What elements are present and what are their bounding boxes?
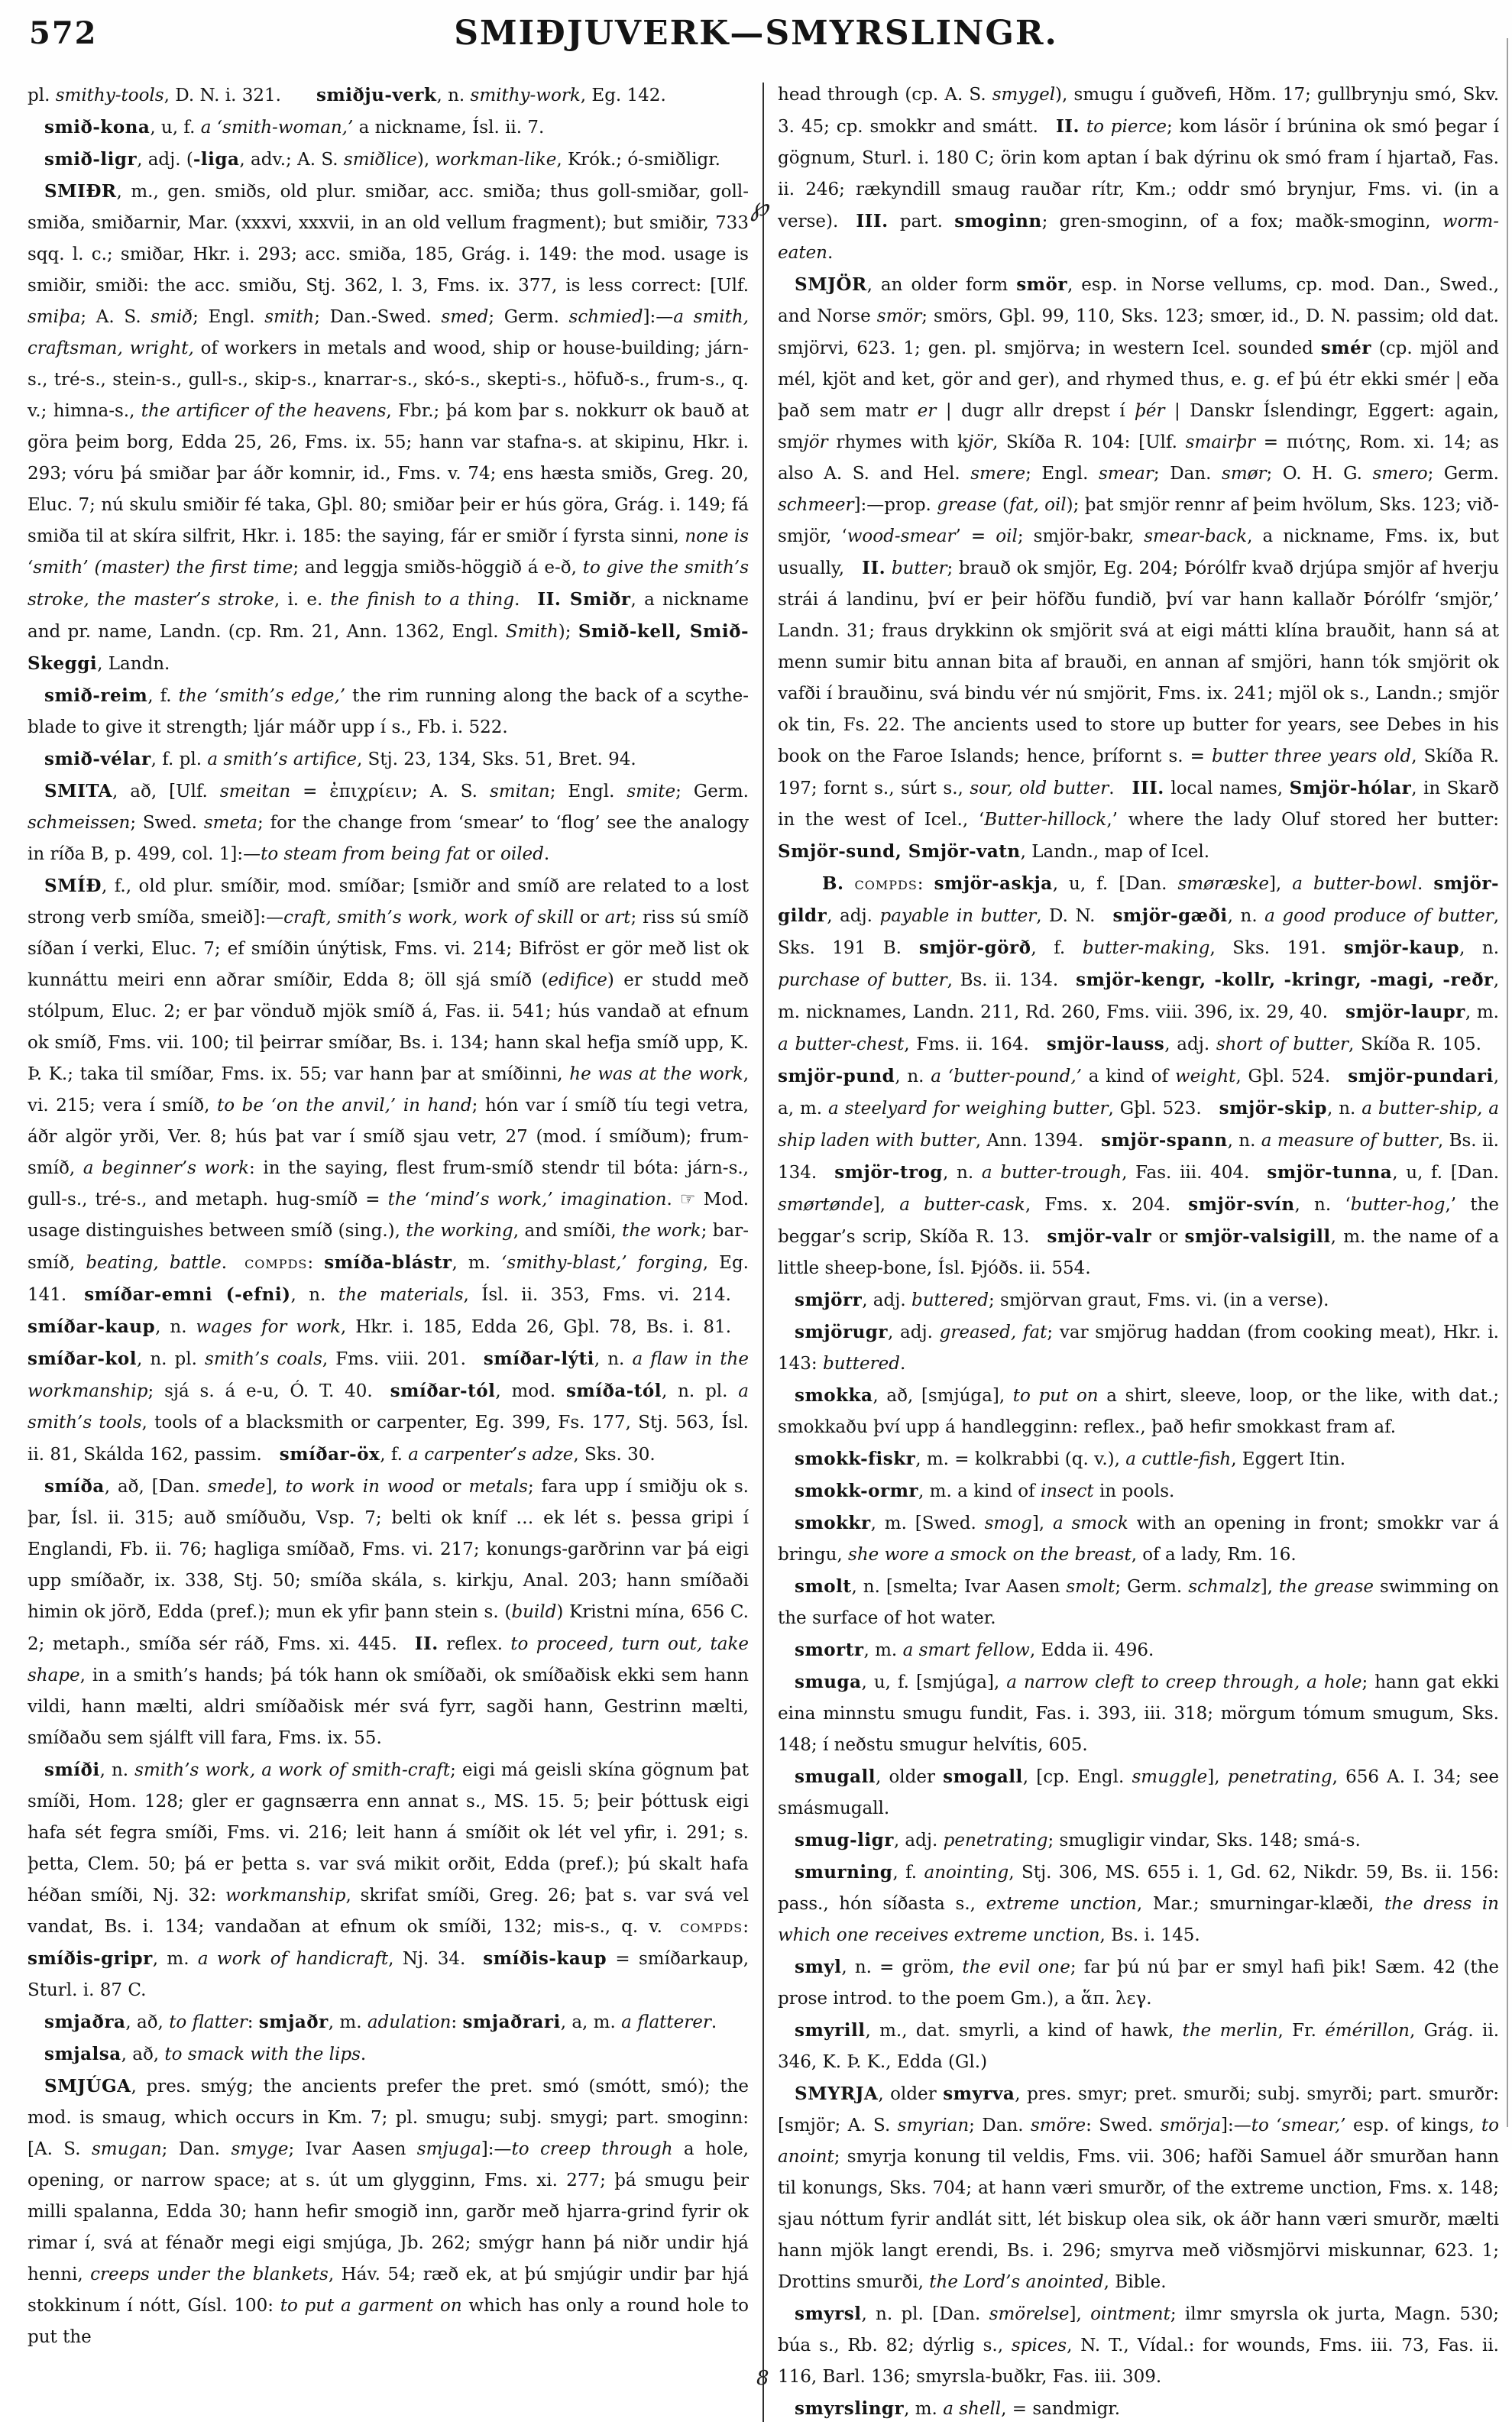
ink-mark-bottom: 8: [756, 2367, 769, 2390]
entry-paragraph: smið-reim, f. the ‘smith’s edge,’ the rim running along the back of a scythe-blade to give it strength; ljár máðr upp í s., Fb. i. 522.: [28, 685, 750, 737]
left-column: [28, 79, 749, 2353]
entry-paragraph: SMITA, að, [Ulf. smeitan = ἐπιχρίειν; A. S. smitan; Engl. smite; Germ. schmeissen; Swed. smeta; for the change from ‘smear’ to ‘flog’ see the analogy in ríða B, p. 499, col. 1]:—to steam from being fat or oiled.: [28, 781, 749, 864]
entry-paragraph: smokk-fiskr, m. = kolkrabbi (q. v.), a cuttle-fish, Eggert Itin.: [795, 1449, 1346, 1469]
column-divider-rule: [762, 83, 764, 2422]
entry-paragraph: smokka, að, [smjúga], to put on a shirt, sleeve, loop, or the like, with dat.; smokkaðu því upp á handlegginn: reflex., það hefir smokkast fram af.: [778, 1385, 1499, 1437]
text-columns: [0, 79, 1512, 2425]
entry-paragraph: smjaðra, að, to flatter: smjaðr, m. adulation: smjaðrari, a, m. a flatterer.: [44, 2012, 717, 2032]
ink-mark-top: ℘: [750, 192, 769, 222]
page-number: 572: [29, 15, 98, 51]
entry-paragraph: smjörugr, adj. greased, fat; var smjörug haddan (from cooking meat), Hkr. i. 143: buttered.: [778, 1322, 1499, 1374]
entry-paragraph: SMJÚGA, pres. smýg; the ancients prefer the pret. smó (smótt, smó); the mod. is smaug, which occurs in Km. 7; pl. smugu; subj. smygi; part. smoginn: [A. S. smugan; Dan. smyge; Ivar Aasen smjuga]:—to creep through a hole, opening, or narrow space; at s. út um glygginn, Fms. xi. 277; þá smugu þeir milli spalanna, Edda 30; hann hefir smogið inn, garðr með hjarra-grind fyrir ok rimar í, svá at fénaðr megi eigi smjúga, Jb. 262; smýgr hann þá niðr undir hjá henni, creeps under the blankets, Háv. 54; ræð ek, at þú smjúgir undir þar hjá stokkinum í nótt, Gísl. 100: to put a garment on which has only a round hole to put the: [28, 2076, 750, 2347]
entry-paragraph: smjalsa, að, to smack with the lips.: [44, 2044, 367, 2064]
right-column: [778, 79, 1499, 2425]
entry-paragraph: smolt, n. [smelta; Ivar Aasen smolt; Germ. schmalz], the grease swimming on the surface of hot water.: [778, 1576, 1499, 1628]
entry-paragraph: smug-ligr, adj. penetrating; smugligir vindar, Sks. 148; smá-s.: [795, 1830, 1361, 1850]
entry-paragraph: SMJÖR, an older form smör, esp. in Norse vellums, cp. mod. Dan., Swed., and Norse smör; smörs, Gþl. 99, 110, Sks. 123; smœr, id., D. N. passim; old dat. smjörvi, 623. 1; gen. pl. smjörva; in western Icel. sounded smér (cp. mjöl and mél, kjöt and ket, gör and ger), and rhymed thus, e. g. ef þú étr ekki smér | eða það sem matr er | dugr allr drepst í þér | Danskr Íslendingr, Eggert: again, smjör rhymes with kjör, Skíða R. 104: [Ulf. smairþr = πιότης, Rom. xi. 14; as also A. S. and Hel. smere; Engl. smear; Dan. smør; O. H. G. smero; Germ. schmeer]:—prop. grease (fat, oil); þat smjör rennr af þeim hvölum, Sks. 123; við-smjör, ‘wood-smear’ = oil; smjör-bakr, smear-back, a nickname, Fms. ix, but usually, II. butter; brauð ok smjör, Eg. 204; Þórólfr kvað drjúpa smjör af hverju strái á landinu, því er þeir höfðu fundið, því var hann kallaðr Þórólfr ‘smjör,’ Landn. 31; fraus drykkinn ok smjörit svá at eigi mátti klína brauðit, hann sá at menn sumir bitu annan bita af brauði, en annan af smjöri, hann tók smjörit ok vafði í brauðinu, svá bindu vér nú smjörit, Fms. ix. 241; mjöl ok s., Landn.; smjör ok tin, Fs. 22. The ancients used to store up butter for years, see Debes in his book on the Faroe Islands; hence, þrífornt s. = butter three years old, Skíða R. 197; fornt s., súrt s., sour, old butter. III. local names, Smjör-hólar, in Skarð in the west of Icel., ‘Butter-hillock,’ where the lady Oluf stored her butter: Smjör-sund, Smjör-vatn, Landn., map of Icel.: [778, 274, 1500, 862]
entry-paragraph: smokkr, m. [Swed. smog], a smock with an opening in front; smokkr var á bringu, she wore a smock on the breast, of a lady, Rm. 16.: [778, 1513, 1499, 1565]
entry-paragraph: smið-vélar, f. pl. a smith’s artifice, Stj. 23, 134, Sks. 51, Bret. 94.: [44, 749, 636, 769]
entry-paragraph: smyrsl, n. pl. [Dan. smörelse], ointment; ilmr smyrsla ok jurta, Magn. 530; búa s., Rb. 82; dýrlig s., spices, N. T., Vídal.: for wounds, Fms. iii. 73, Fas. ii. 116, Barl. 136; smyrsla-buðkr, Fas. iii. 309.: [778, 2304, 1499, 2387]
entry-paragraph: smyl, n. = gröm, the evil one; far þú nú þar er smyl hafi þik! Sæm. 42 (the prose introd. to the poem Gm.), a ἅπ. λεγ.: [778, 1957, 1499, 2009]
entry-paragraph: smíði, n. smith’s work, a work of smith-craft; eigi má geisli skína gögnum þat smíði, Hom. 128; gler er gagnsærra enn annat s., MS. 15. 5; þeir þóttusk eigi hafa sét fegra smíði, Fms. vi. 216; leit hann á smíðit ok lét vel yfir, i. 291; s. þetta, Clem. 50; þá er þetta s. var svá mikit orðit, Edda (pref.); þú skalt hafa héðan smíði, Nj. 32: workmanship, skrifat smíði, Greg. 26; þat s. var svá vel vandat, Bs. i. 134; vandaðan at efnum ok smíði, 132; mis-s., q. v. compds: smíðis-gripr, m. a work of handicraft, Nj. 34. smíðis-kaup = smíðarkaup, Sturl. i. 87 C.: [28, 1760, 750, 2000]
entry-paragraph: head through (cp. A. S. smygel), smugu í guðvefi, Hðm. 17; gullbrynju smó, Skv. 3. 45; cp. smokkr and smátt. II. to pierce; kom lásör í brúnina ok smó þegar í gögnum, Sturl. i. 180 C; örin kom aptan í bak dýrinu ok smó fram í hjartað, Fas. ii. 246; rækyndill smaug rauðar rítr, Km.; oddr smó brynjur, Fms. vi. (in a verse). III. part. smoginn; gren-smoginn, of a fox; maðk-smoginn, worm-eaten.: [778, 85, 1500, 263]
entry-paragraph: smið-kona, u, f. a ‘smith-woman,’ a nickname, Ísl. ii. 7.: [44, 117, 545, 138]
column-gutter: [749, 79, 778, 2425]
entry-paragraph: pl. smithy-tools, D. N. i. 321. smiðju-verk, n. smithy-work, Eg. 142.: [28, 85, 666, 105]
entry-paragraph: SMIÐR, m., gen. smiðs, old plur. smiðar, acc. smiða; thus goll-smiðar, goll-smiða, smiðarnir, Mar. (xxxvi, xxxvii, in an old vellum fragment); but smiðir, 733 sqq. l. c.; smiðar, Hkr. i. 293; acc. smiða, 185, Grág. i. 149: the mod. usage is smiðir, smiði: the acc. smiðu, Stj. 362, l. 3, Fms. ix. 377, is less correct: [Ulf. smiþa; A. S. smið; Engl. smith; Dan.-Swed. smed; Germ. schmied]:—a smith, craftsman, wright, of workers in metals and wood, ship or house-building; járn-s., tré-s., stein-s., gull-s., skip-s., knarrar-s., skó-s., skepti-s., höfuð-s., frum-s., q. v.; himna-s., the artificer of the heavens, Fbr.; þá kom þar s. nokkurr ok bauð at göra þeim borg, Edda 25, 26, Fms. ix. 55; hann var stafna-s. at skipinu, Hkr. i. 293; vóru þá smiðar þar áðr komnir, id., Fms. v. 74; ens hæsta smiðs, Greg. 20, Eluc. 7; nú skulu smiðir fé taka, Gþl. 80; smiðar þeir er hús göra, Grág. i. 149; fá smiða til at skíra silfrit, Hkr. i. 185: the saying, fár er smiðr í fyrsta sinni, none is ‘smith’ (master) the first time; and leggja smiðs-höggið á e-ð, to give the smith’s stroke, the master’s stroke, i. e. the finish to a thing. II. Smiðr, a nickname and pr. name, Landn. (cp. Rm. 21, Ann. 1362, Engl. Smith); Smið-kell, Smið-Skeggi, Landn.: [28, 181, 749, 674]
entry-paragraph: B. compds: smjör-askja, u, f. [Dan. smøræske], a butter-bowl. smjör-gildr, adj. payable in butter, D. N. smjör-gæði, n. a good produce of butter, Sks. 191 B. smjör-görð, f. butter-making, Sks. 191. smjör-kaup, n. purchase of butter, Bs. ii. 134. smjör-kengr, -kollr, -kringr, -magi, -reðr, m. nicknames, Landn. 211, Rd. 260, Fms. viii. 396, ix. 29, 40. smjör-laupr, m. a butter-chest, Fms. ii. 164. smjör-lauss, adj. short of butter, Skíða R. 105. smjör-pund, n. a ‘butter-pound,’ a kind of weight, Gþl. 524. smjör-pundari, a, m. a steelyard for weighing butter, Gþl. 523. smjör-skip, n. a butter-ship, a ship laden with butter, Ann. 1394. smjör-spann, n. a measure of butter, Bs. ii. 134. smjör-trog, n. a butter-trough, Fas. iii. 404. smjör-tunna, u, f. [Dan. smørtønde], a butter-cask, Fms. x. 204. smjör-svín, n. ‘butter-hog,’ the beggar’s scrip, Skíða R. 13. smjör-valr or smjör-valsigill, m. the name of a little sheep-bone, Ísl. Þjóðs. ii. 554.: [778, 873, 1500, 1278]
entry-paragraph: SMYRJA, older smyrva, pres. smyr; pret. smurði; subj. smyrði; part. smurðr: [smjör; A. S. smyrian; Dan. smöre: Swed. smörja]:—to ‘smear,’ esp. of kings, to anoint; smyrja konung til veldis, Fms. vii. 306; hafði Samuel áðr smurðan hann til konungs, Sks. 704; at hann væri smurðr, of the extreme unction, Fms. x. 148; sjau nóttum fyrir andlát sitt, lét biskup olea sik, ok áðr hann væri smurðr, mælti hann mjök langt erendi, Bs. i. 296; smyrva með viðsmjörvi miskunnar, 623. 1; Drottins smurði, the Lord’s anointed, Bible.: [778, 2083, 1500, 2292]
page-header: [0, 0, 1512, 79]
entry-paragraph: SMÍÐ, f., old plur. smíðir, mod. smíðar; [smiðr and smíð are related to a lost strong verb smíða, smeið]:—craft, smith’s work, work of skill or art; riss sú smíð síðan í verki, Eluc. 7; ef smíðin únýtisk, Fms. vi. 214; Bifröst er gör með list ok kunnáttu meiri enn aðrar smíðir, Edda 8; öll sjá smíð (edifice) er studd með stólpum, Eluc. 2; er þar vönduð mjök smíð á, Fas. ii. 541; hús vandað at efnum ok smíð, Fms. vii. 100; til þeirrar smíðar, Bs. i. 134; hann skal hefja smíð upp, K. Þ. K.; taka til smíðar, Fms. ix. 55; var hann þar at smíðinni, he was at the work, vi. 215; vera í smíð, to be ‘on the anvil,’ in hand; hón var í smíð tíu tegi vetra, áðr algör yrði, Ver. 8; hús þat var í smíð sjau vetr, 27 (mod. í smíðum); frum-smíð, a beginner’s work: in the saying, flest frum-smíð stendr til bóta: járn-s., gull-s., tré-s., and metaph. hug-smíð = the ‘mind’s work,’ imagination. ☞ Mod. usage distinguishes between smíð (sing.), the working, and smíði, the work; bar-smíð, beating, battle. compds: smíða-blástr, m. ‘smithy-blast,’ forging, Eg. 141. smíðar-emni (-efni), n. the materials, Ísl. ii. 353, Fms. vi. 214. smíðar-kaup, n. wages for work, Hkr. i. 185, Edda 26, Gþl. 78, Bs. i. 81. smíðar-kol, n. pl. smith’s coals, Fms. viii. 201. smíðar-lýti, n. a flaw in the workmanship; sjá s. á e-u, Ó. T. 40. smíðar-tól, mod. smíða-tól, n. pl. a smith’s tools, tools of a blacksmith or carpenter, Eg. 399, Fs. 177, Stj. 563, Ísl. ii. 81, Skálda 162, passim. smíðar-öx, f. a carpenter’s adze, Sks. 30.: [28, 876, 750, 1465]
entry-paragraph: smíða, að, [Dan. smede], to work in wood or metals; fara upp í smiðju ok s. þar, Ísl. ii. 315; auð smíðuðu, Vsp. 7; belti ok kníf … ek lét s. þessa gripi í Englandi, Fb. ii. 76; hagliga smíðað, Fms. vi. 217; konungs-garðrinn var þá eigi upp smíðaðr, ix. 338, Stj. 50; smíða skála, s. kirkju, Anal. 203; hann smíðaði himin ok jörð, Edda (pref.); mun ek yfir þann stein s. (build) Kristni mína, 656 C. 2; metaph., smíða sér ráð, Fms. xi. 445. II. reflex. to proceed, turn out, take shape, in a smith’s hands; þá tók hann ok smíðaði, ok smíðaðisk ekki sem hann vildi, hann mælti, aldri smíðaðisk mér svá fyrr, sagði hann, Gestrinn mælti, smíðaðu sem sjálft vill fara, Fms. ix. 55.: [28, 1476, 749, 1748]
entry-paragraph: smuga, u, f. [smjúga], a narrow cleft to creep through, a hole; hann gat ekki eina minnstu smugu fundit, Fas. i. 393, iii. 318; mörgum tómum smugum, Sks. 148; í neðstu smugur helvítis, 605.: [778, 1672, 1499, 1755]
entry-paragraph: smjörr, adj. buttered; smjörvan graut, Fms. vi. (in a verse).: [795, 1290, 1329, 1310]
entry-paragraph: smugall, older smogall, [cp. Engl. smuggle], penetrating, 656 A. I. 34; see smásmugall.: [778, 1766, 1499, 1818]
entry-paragraph: smyrill, m., dat. smyrli, a kind of hawk, the merlin, Fr. émérillon, Grág. ii. 346, K. Þ. K., Edda (Gl.): [778, 2020, 1500, 2072]
entry-paragraph: smokk-ormr, m. a kind of insect in pools.: [795, 1481, 1175, 1501]
page-title: SMIÐJUVERK—SMYRSLINGR.: [454, 14, 1058, 53]
entry-paragraph: smyrslingr, m. a shell, = sandmigr.: [795, 2398, 1121, 2419]
entry-paragraph: smortr, m. a smart fellow, Edda ii. 496.: [795, 1640, 1154, 1660]
scan-edge-line: [1507, 38, 1508, 2127]
entry-paragraph: smið-ligr, adj. (-liga, adv.; A. S. smiðlice), workman-like, Krók.; ó-smiðligr.: [44, 149, 720, 170]
entry-paragraph: smurning, f. anointing, Stj. 306, MS. 655 i. 1, Gd. 62, Nikdr. 59, Bs. ii. 156: pass., hón síðasta s., extreme unction, Mar.; smurningar-klæði, the dress in which one receives extreme unction, Bs. i. 145.: [778, 1862, 1499, 1945]
